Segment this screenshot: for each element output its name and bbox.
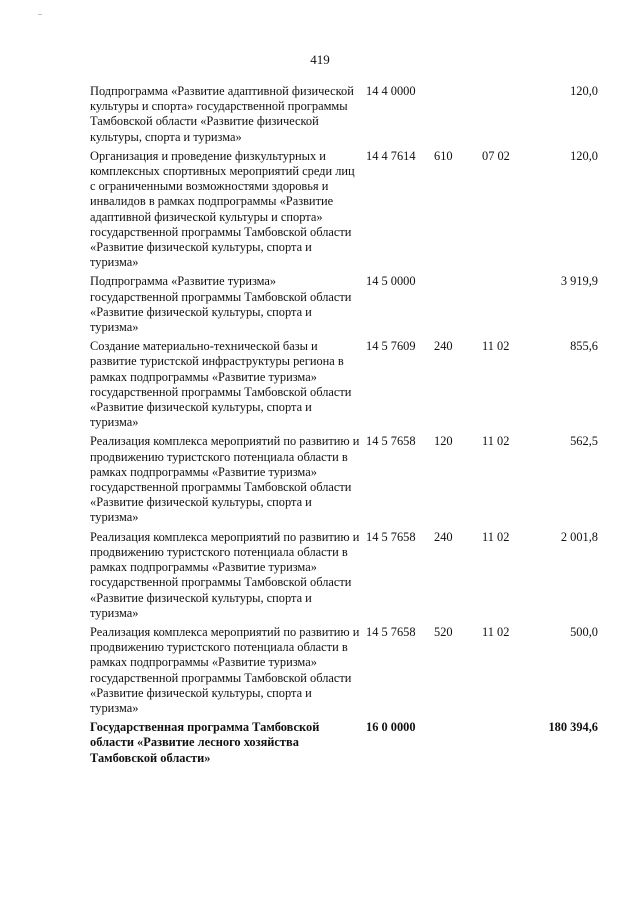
row-sum: 120,0	[570, 84, 598, 98]
row-name: Подпрограмма «Развитие адаптивной физической культуры и спорта» государственной программы Тамбовской области «Развитие физической культуры, спорта и туризма»	[90, 84, 354, 144]
row-name: Государственная программа Тамбовской области «Развитие лесного хозяйства Тамбовской области»	[90, 720, 320, 765]
row-name: Организация и проведение физкультурных и комплексных спортивных мероприятий среди лиц с ограниченными возможностями здоровья и инвалидов в рамках подпрограммы «Развитие адаптивной физической культуры и спорта» государственной программы Тамбовской области «Развитие физической культуры, спорта и туризма»	[90, 148, 355, 270]
row-target-code: 14 4 0000	[366, 84, 416, 98]
row-expense-type	[434, 720, 472, 770]
row-section: 11 02	[482, 434, 510, 449]
budget-table	[90, 84, 598, 770]
row-expense-type: 120	[434, 434, 453, 449]
row-sum: 120,0	[570, 148, 598, 163]
table-row	[90, 530, 598, 625]
row-expense-type: 610	[434, 148, 453, 163]
row-expense-type: 240	[434, 339, 453, 354]
row-target-code: 14 5 7658	[366, 624, 416, 639]
row-sum: 180 394,6	[548, 720, 598, 735]
row-target-code: 14 5 7658	[366, 529, 416, 544]
row-section: 07 02	[482, 148, 510, 163]
scan-mark	[38, 14, 42, 15]
row-sum: 855,6	[570, 339, 598, 354]
table-row	[90, 434, 598, 529]
row-expense-type: 240	[434, 529, 453, 544]
row-target-code: 14 5 7609	[366, 339, 416, 354]
row-expense-type	[434, 274, 472, 339]
row-sum: 562,5	[570, 434, 598, 449]
row-section	[472, 84, 542, 149]
row-section: 11 02	[482, 339, 510, 354]
row-sum: 3 919,9	[560, 274, 598, 289]
row-sum: 500,0	[570, 624, 598, 639]
row-section	[472, 274, 542, 339]
row-section: 11 02	[482, 624, 510, 639]
row-name: Реализация комплекса мероприятий по развитию и продвижению туристского потенциала области в рамках подпрограммы «Развитие туризма» государственной программы Тамбовской области «Развитие физической культуры, спорта и туризма»	[90, 529, 360, 620]
table-row	[90, 149, 598, 275]
table-row	[90, 84, 598, 149]
row-section	[472, 720, 542, 770]
table-row	[90, 274, 598, 339]
row-target-code: 14 5 7658	[366, 434, 416, 449]
row-name: Реализация комплекса мероприятий по развитию и продвижению туристского потенциала области в рамках подпрограммы «Развитие туризма» государственной программы Тамбовской области «Развитие физической культуры, спорта и туризма»	[90, 624, 360, 715]
row-expense-type	[434, 84, 472, 149]
row-target-code: 16 0 0000	[366, 720, 416, 735]
row-target-code: 14 4 7614	[366, 148, 416, 163]
page-number: 419	[310, 52, 330, 67]
row-name: Создание материально-технической базы и развитие туристской инфраструктуры региона в рамках подпрограммы «Развитие туризма» государственной программы Тамбовской области «Развитие физической культуры, спорта и туризма»	[90, 339, 352, 430]
table-row	[90, 720, 598, 770]
row-section: 11 02	[482, 529, 510, 544]
table-row	[90, 625, 598, 720]
row-sum: 2 001,8	[560, 529, 598, 544]
table-row	[90, 339, 598, 434]
row-name: Реализация комплекса мероприятий по развитию и продвижению туристского потенциала области в рамках подпрограммы «Развитие туризма» государственной программы Тамбовской области «Развитие физической культуры, спорта и туризма»	[90, 434, 360, 525]
row-target-code: 14 5 0000	[366, 274, 416, 289]
row-expense-type: 520	[434, 624, 453, 639]
budget-table-body	[90, 84, 598, 770]
row-name: Подпрограмма «Развитие туризма» государственной программы Тамбовской области «Развитие физической культуры, спорта и туризма»	[90, 274, 352, 335]
